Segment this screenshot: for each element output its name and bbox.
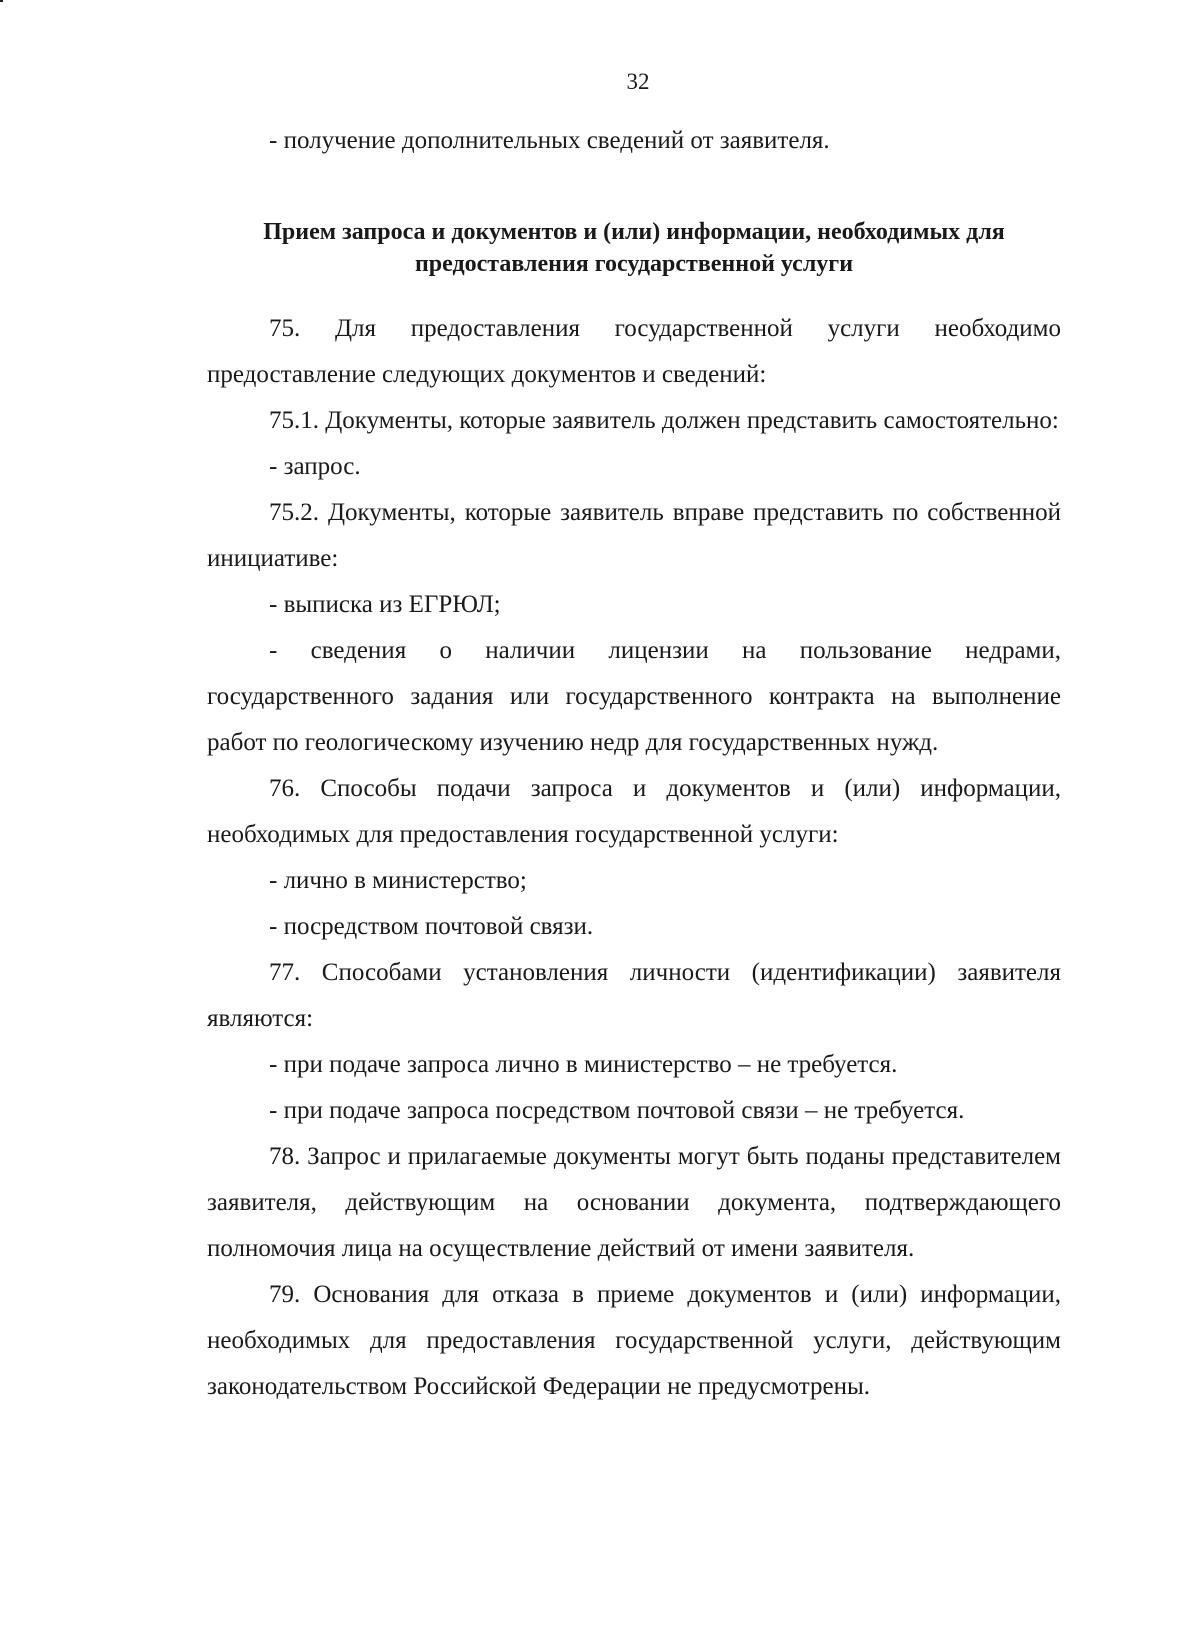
document-body [207,118,1061,1410]
paragraph-additional-info: - получение дополнительных сведений от заявителя. [269,127,830,154]
list-item-in-person: - лично в министерство; [269,867,527,894]
paragraph-79: 79. Основания для отказа в приеме документов и (или) информации, необходимых для предоставления государственной услуги, действующим законодательством Российской Федерации не предусмотрены. [207,1281,1061,1400]
list-item-in-person-id: - при подаче запроса лично в министерство – не требуется. [269,1051,898,1078]
section-heading: Прием запроса и документов и (или) информации, необходимых для предоставления государственной услуги [263,219,1005,277]
list-item-egrul: - выписка из ЕГРЮЛ; [269,591,501,618]
paragraph-75-1: 75.1. Документы, которые заявитель должен представить самостоятельно: [269,407,1059,434]
scan-artifact [0,0,3,2]
list-item-postal-id: - при подаче запроса посредством почтовой связи – не требуется. [269,1097,965,1124]
paragraph-75: 75. Для предоставления государственной услуги необходимо предоставление следующих документов и сведений: [207,315,1061,388]
paragraph-76: 76. Способы подачи запроса и документов и (или) информации, необходимых для предоставления государственной услуги: [207,775,1061,848]
paragraph-78: 78. Запрос и прилагаемые документы могут быть поданы представителем заявителя, действующим на основании документа, подтверждающего полномочия лица на осуществление действий от имени заявителя. [207,1143,1061,1262]
paragraph-77: 77. Способами установления личности (идентификации) заявителя являются: [207,959,1061,1032]
list-item-request: - запрос. [269,453,361,480]
page-number: 32 [626,69,650,94]
list-item-postal: - посредством почтовой связи. [269,913,594,940]
paragraph-75-2: 75.2. Документы, которые заявитель вправе представить по собственной инициативе: [207,499,1061,572]
list-item-license-info: - сведения о наличии лицензии на пользование недрами, государственного задания или государственного контракта на выполнение работ по геологическому изучению недр для государственных нужд. [207,637,1061,756]
